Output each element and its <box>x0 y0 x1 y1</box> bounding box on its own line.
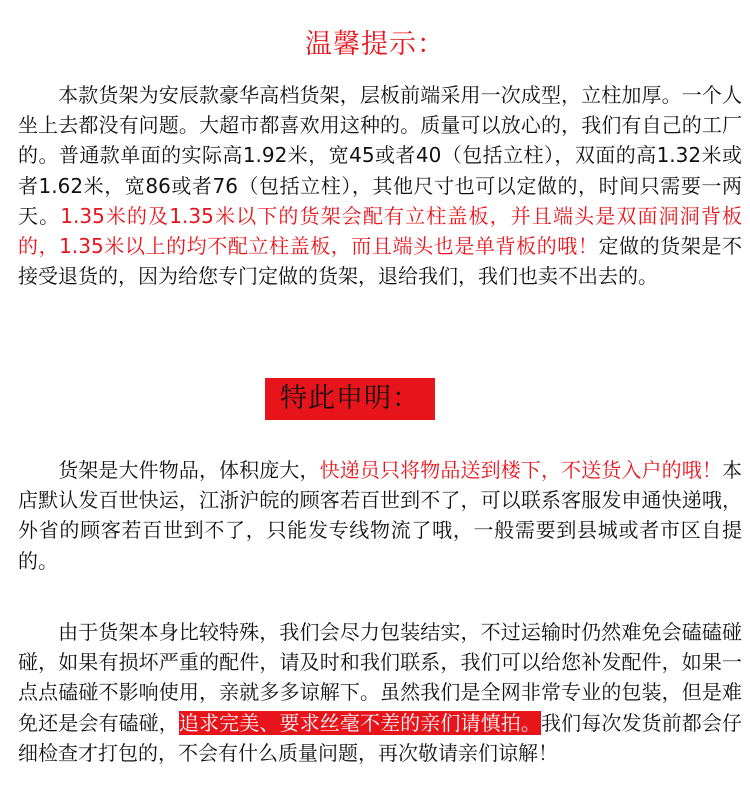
packaging-paragraph <box>18 617 742 768</box>
shipping-paragraph <box>18 455 742 576</box>
statement-title: 特此申明： <box>265 378 435 420</box>
packaging-text: 由于货架本身比较特殊，我们会尽力包装结实，不过运输时仍然难免会磕磕碰碰，如果有损坏严重的配件，请及时和我们联系，我们可以给您补发配件，如果一点点磕碰不影响使用，亲就多多谅解下。虽然我们是全网非常专业的包装，但是难免还是会有磕碰， <box>18 620 742 735</box>
no-return-policy-text: 定做的货架是不接受退货的，因为给您专门定做的货架，退给我们，我们也卖不出去的。 <box>18 234 743 289</box>
quality-check-text: 我们每次发货前都会仔细检查才打包的，不会有什么质量问题，再次敬请亲们谅解！ <box>18 710 743 765</box>
courier-info-text: 本店默认发百世快运，江浙沪皖的顾客若百世到不了，可以联系客服发申通快递哦，外省的顾客若百世到不了，只能发专线物流了哦，一般需要到县城或者市区自提的。 <box>18 458 743 573</box>
delivery-warning-text: 快递员只将物品送到楼下，不送货入户的哦！ <box>319 458 723 482</box>
cover-plate-warning-text: 1.35米的及1.35米以下的货架会配有立柱盖板，并且端头是双面洞洞背板的，1.35米以上的均不配立柱盖板，而且端头也是单背板的哦！ <box>18 203 743 259</box>
notice-title: 温馨提示： <box>305 29 445 60</box>
shipping-intro-text: 货架是大件物品，体积庞大， <box>58 458 320 482</box>
description-text: 本款货架为安辰款豪华高档货架，层板前端采用一次成型，立柱加厚。一个人坐上去都没有问题。大超市都喜欢用这种的。质量可以放心的，我们有自己的工厂的。普通款单面的实际高1.92米，宽45或者40（包括立柱），双面的高1.32米或者1.62米，宽86或者76（包括立柱），其他尺寸也可以定做的，时间只需要一两天。 <box>18 83 742 228</box>
product-description-paragraph <box>18 80 742 291</box>
perfectionist-warning-highlight: 追求完美、要求丝毫不差的亲们请慎拍。 <box>178 710 541 735</box>
